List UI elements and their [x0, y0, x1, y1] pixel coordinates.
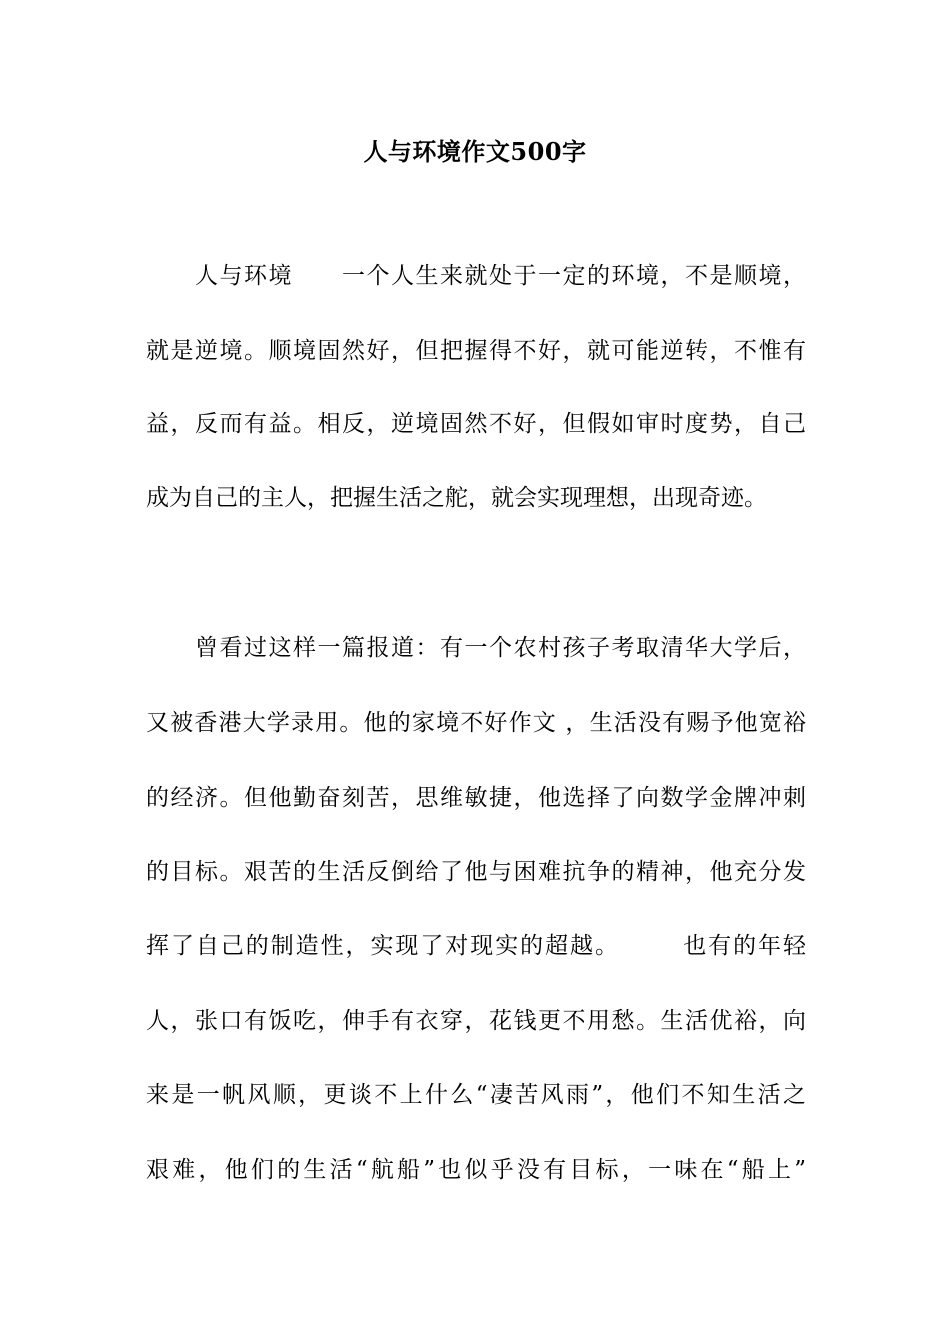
paragraph-line: 艰难，他们的生活“航船”也似乎没有目标，一味在“船上” [146, 1157, 806, 1183]
paragraph-line: 就是逆境。顺境固然好，但把握得不好，就可能逆转，不惟有 [146, 338, 806, 364]
paragraph-line: 益，反而有益。相反，逆境固然不好，但假如审时度势，自己 [146, 411, 806, 437]
paragraph-line: 的经济。但他勤奋刻苦，思维敏捷，他选择了向数学金牌冲刺 [146, 785, 806, 811]
paragraph-line: 又被香港大学录用。他的家境不好作文 ，生活没有赐予他宽裕 [146, 710, 806, 736]
paragraph-line: 挥了自己的制造性，实现了对现实的超越。 也有的年轻 [146, 933, 806, 959]
paragraph-line: 人与环境 一个人生来就处于一定的环境，不是顺境， [146, 263, 806, 289]
paragraph-line: 来是一帆风顺，更谈不上什么“凄苦风雨”，他们不知生活之 [146, 1082, 806, 1108]
paragraph-line: 曾看过这样一篇报道：有一个农村孩子考取清华大学后， [146, 635, 806, 661]
paragraph-line: 的目标。艰苦的生活反倒给了他与困难抗争的精神，他充分发 [146, 859, 806, 885]
paragraph-line: 成为自己的主人，把握生活之舵，就会实现理想，出现奇迹。 [146, 485, 767, 511]
document-title: 人与环境作文500字 [363, 137, 587, 166]
paragraph-line: 人，张口有饭吃，伸手有衣穿，花钱更不用愁。生活优裕，向 [146, 1008, 806, 1034]
